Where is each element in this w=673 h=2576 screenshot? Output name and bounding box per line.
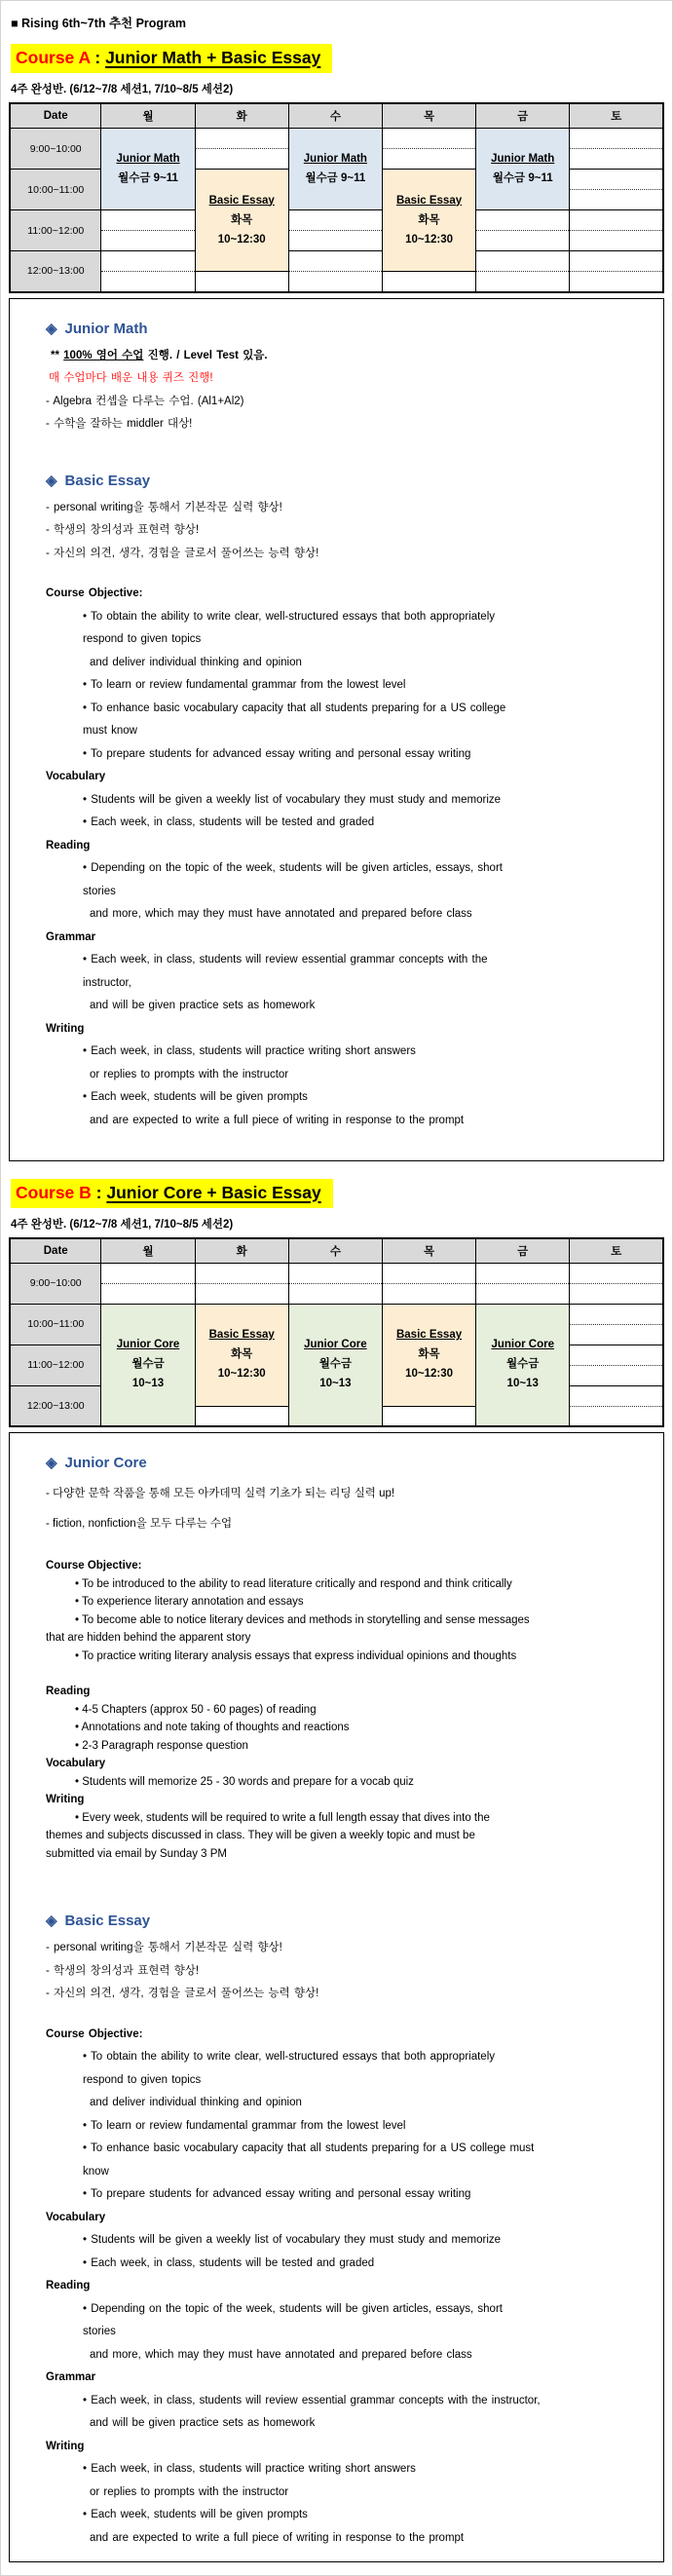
empty-slot [476,251,570,272]
empty-slot [288,210,382,231]
empty-slot [476,231,570,251]
event-days: 화목 [231,1348,253,1360]
text-line: submitted via email by Sunday 3 PM [46,1847,228,1860]
course-b-title [11,1179,333,1208]
empty-slot [570,1324,663,1345]
schedule-header-row [10,103,663,129]
text-line: - 수학을 잘하는 middler 대상! [46,418,193,430]
empty-slot [101,231,195,251]
spacer [46,1539,648,1557]
text-line: • To prepare students for advanced essay writing and personal essay writing [83,2188,471,2200]
event-title: Basic Essay [208,194,275,207]
diamond-icon: ◈ [46,472,57,489]
text-line: • Each week, in class, students will be tested and graded [83,816,375,828]
col-header-date: Date [10,1238,101,1264]
subsection-label-writing: Writing [46,1794,85,1805]
empty-slot [288,1263,382,1283]
subsection-label-objective: Course Objective: [46,2027,143,2040]
schedule-row [10,272,663,292]
course-b-colon: : [91,1182,107,1202]
section-heading-basic-essay [46,1912,648,1929]
event-days: 화목 [418,213,440,226]
text-line: • 2-3 Paragraph response question [75,1739,248,1752]
col-header-fri: 금 [476,103,570,129]
event-time: 10~13 [319,1378,352,1390]
col-header-tue: 화 [195,1238,288,1264]
spacer [46,1863,648,1912]
empty-slot [570,149,663,170]
empty-slot [288,231,382,251]
empty-slot [195,129,288,149]
schedule-row [10,1304,663,1324]
schedule-row [10,210,663,231]
text-line: and will be given practice sets as homework [90,1000,316,1011]
subsection-label-grammar: Grammar [46,2371,96,2383]
course-a-colon: : [90,48,106,67]
course-a-schedule-table [9,102,664,293]
col-header-wed: 수 [288,1238,382,1264]
event-days: 월수금 [506,1358,540,1371]
text-line: and deliver individual thinking and opinion [90,656,302,668]
event-schedule: 월수금 9~11 [305,172,366,184]
course-b-section [9,1179,664,2563]
empty-slot [570,251,663,272]
course-b-title-row [11,1179,664,1208]
event-junior-core-fri [476,1304,570,1426]
empty-slot [382,1263,475,1283]
note-prefix: ** [51,349,64,361]
schedule-row [10,1263,663,1283]
text-line: - Algebra 컨셉을 다루는 수업. (Al1+Al2) [46,395,244,407]
col-header-fri: 금 [476,1238,570,1264]
subsection-label-grammar: Grammar [46,930,96,943]
time-label-9: 9:00~10:00 [10,1263,101,1304]
text-line: • Each week, students will be given prompts [83,1091,308,1103]
event-time: 10~12:30 [217,233,266,246]
empty-slot [195,149,288,170]
empty-slot [288,272,382,292]
empty-slot [195,1406,288,1426]
schedule-row [10,231,663,251]
time-label-10: 10:00~11:00 [10,170,101,210]
col-header-sat: 토 [570,103,663,129]
empty-slot [101,272,195,292]
text-line: know [83,2165,109,2178]
heading-text: Junior Math [64,320,148,337]
text-line: • To learn or review fundamental grammar from the lowest level [83,2119,406,2132]
text-line: - 학생의 창의성과 표현력 향상! [46,1964,200,1977]
event-basic-essay-tue [195,170,288,272]
course-a-subtitle: 4주 완성반. (6/12~7/8 세션1, 7/10~8/5 세션2) [11,84,234,95]
event-title: Basic Essay [208,1329,275,1341]
heading-text: Basic Essay [64,1913,151,1929]
course-a-title-row [11,44,664,73]
event-title: Basic Essay [395,194,463,207]
text-line: • To learn or review fundamental grammar from the lowest level [83,679,406,691]
course-a-section [9,44,664,1161]
event-junior-core-wed [288,1304,382,1426]
empty-slot [570,129,663,149]
time-label-9: 9:00~10:00 [10,129,101,170]
note-rest: 진행. / Level Test 있음. [143,349,268,361]
event-time: 10~12:30 [217,1368,266,1380]
empty-slot [476,1283,570,1304]
text-line: and more, which may they must have annotated and prepared before class [90,2348,472,2361]
text-line: • Each week, in class, students will review essential grammar concepts with the instructor, [83,2394,541,2406]
text-line: - 자신의 의견, 생각, 경험을 글로서 풀어쓰는 능력 향상! [46,1988,319,1999]
time-label-11: 11:00~12:00 [10,1345,101,1385]
text-line: that are hidden behind the apparent story [46,1632,251,1644]
subsection-label-writing: Writing [46,2440,85,2452]
text-line: stories [83,885,116,897]
event-days: 월수금 [318,1358,353,1371]
event-basic-essay-thu [382,1304,475,1406]
col-header-mon: 월 [101,103,195,129]
event-junior-core-mon [101,1304,195,1426]
event-junior-math-wed [288,129,382,210]
text-line: or replies to prompts with the instructor [90,2485,289,2498]
time-label-10: 10:00~11:00 [10,1304,101,1345]
course-b-subtitle: 4주 완성반. (6/12~7/8 세션1, 7/10~8/5 세션2) [11,1218,234,1231]
col-header-thu: 목 [382,1238,475,1264]
text-line: and are expected to write a full piece of writing in response to the prompt [90,1114,465,1126]
empty-slot [570,1304,663,1324]
text-line: • Each week, students will be given prompts [83,2509,308,2520]
text-line: - personal writing을 통해서 기본작문 실력 향상! [46,501,282,513]
event-time: 10~12:30 [405,1368,453,1380]
text-line: themes and subjects discussed in class. They will be given a weekly topic and must be [46,1830,475,1841]
event-days: 화목 [418,1348,440,1360]
text-line: • To obtain the ability to write clear, well-structured essays that both appropriately [83,610,495,623]
event-title: Junior Core [116,1339,180,1351]
event-days: 월수금 [131,1358,165,1371]
col-header-sat: 토 [570,1238,663,1264]
event-days: 화목 [231,213,253,226]
text-line: • To be introduced to the ability to read literature critically and respond and think critically [75,1577,512,1590]
empty-slot [570,1345,663,1365]
empty-slot [570,1385,663,1406]
schedule-row [10,251,663,272]
schedule-header-row [10,1238,663,1264]
empty-slot [570,170,663,190]
subsection-label-reading: Reading [46,1686,91,1697]
time-label-12: 12:00~13:00 [10,1385,101,1426]
subsection-label-vocabulary: Vocabulary [46,2211,106,2223]
empty-slot [195,1283,288,1304]
text-line: • To obtain the ability to write clear, well-structured essays that both appropriately [83,2051,495,2063]
subsection-label-writing: Writing [46,1022,85,1035]
empty-slot [476,210,570,231]
empty-slot [195,272,288,292]
col-header-thu: 목 [382,103,475,129]
spacer [46,1665,648,1683]
subsection-label-objective: Course Objective: [46,1560,142,1572]
empty-slot [101,251,195,272]
empty-slot [288,251,382,272]
event-basic-essay-thu [382,170,475,272]
time-label-12: 12:00~13:00 [10,251,101,292]
text-line: instructor, [83,976,131,989]
junior-core-section [46,1454,648,1863]
col-header-date: Date [10,103,101,129]
empty-slot [101,1263,195,1283]
text-line: • 4-5 Chapters (approx 50 - 60 pages) of reading [75,1703,317,1716]
quiz-note-line: 매 수업마다 배운 내용 퀴즈 진행! [49,372,213,384]
section-heading-basic-essay [46,472,648,489]
course-a-title-text: Junior Math + Basic Essay [105,48,321,67]
event-time: 10~12:30 [405,233,453,246]
empty-slot [476,1263,570,1283]
text-line: • To prepare students for advanced essay writing and personal essay writing [83,747,471,760]
heading-text: Junior Core [64,1455,147,1471]
subsection-label-reading: Reading [46,2280,91,2292]
event-title: Junior Core [491,1339,554,1351]
text-line: stories [83,2326,116,2337]
event-junior-math-mon [101,129,195,210]
text-line: • Each week, in class, students will review essential grammar concepts with the [83,954,488,966]
event-schedule: 월수금 9~11 [492,172,553,184]
doc-header: ■ Rising 6th~7th 추천 Program [11,17,186,30]
spacer [46,436,648,472]
event-time: 10~13 [506,1378,539,1390]
empty-slot [101,1283,195,1304]
empty-slot [195,1263,288,1283]
diamond-icon: ◈ [46,320,57,337]
event-schedule: 월수금 9~11 [118,172,178,184]
empty-slot [382,272,475,292]
spacer [46,565,648,583]
col-header-tue: 화 [195,103,288,129]
course-b-schedule-table [9,1237,664,1428]
text-line: • Each week, in class, students will be tested and graded [83,2256,375,2269]
schedule-row [10,1283,663,1304]
text-line: must know [83,725,137,737]
heading-text: Basic Essay [64,472,151,489]
time-label-11: 11:00~12:00 [10,210,101,251]
text-line: • To become able to notice literary devices and methods in storytelling and sense messages [75,1613,530,1626]
event-time: 10~13 [131,1378,165,1390]
empty-slot [382,1406,475,1426]
text-line: • Depending on the topic of the week, students will be given articles, essays, short [83,2302,503,2315]
empty-slot [570,1365,663,1385]
course-b-description-box [9,1432,664,2562]
course-b-title-text: Junior Core + Basic Essay [106,1182,321,1202]
text-line: • Each week, in class, students will practice writing short answers [83,2463,416,2475]
event-title: Junior Core [304,1339,367,1351]
empty-slot [570,1283,663,1304]
empty-slot [101,210,195,231]
text-line: respond to given topics [83,2073,202,2086]
empty-slot [288,1283,382,1304]
text-line: - 학생의 창의성과 표현력 향상! [46,524,200,536]
text-line: and will be given practice sets as homework [90,2417,316,2429]
empty-slot [382,129,475,149]
text-line: • Students will be given a weekly list of vocabulary they must study and memorize [83,793,502,806]
note-underlined: 100% 영어 수업 [63,349,144,361]
course-a-description-box [9,298,664,1161]
section-heading-junior-math [46,320,648,337]
event-junior-math-fri [476,129,570,210]
empty-slot [570,190,663,210]
text-line: • To experience literary annotation and essays [75,1596,304,1608]
text-line: • Each week, in class, students will practice writing short answers [83,1045,416,1057]
empty-slot [476,272,570,292]
text-line: • Students will memorize 25 - 30 words and prepare for a vocab quiz [75,1775,414,1788]
subsection-label-objective: Course Objective: [46,587,143,599]
text-line: respond to given topics [83,633,202,645]
subsection-label-vocabulary: Vocabulary [46,771,106,782]
course-b-label: Course B [16,1182,92,1202]
schedule-row [10,129,663,149]
text-line: • Depending on the topic of the week, students will be given articles, essays, short [83,862,503,874]
event-title: Basic Essay [395,1329,463,1341]
col-header-wed: 수 [288,103,382,129]
course-a-label: Course A [16,48,91,67]
note-line [46,345,648,368]
empty-slot [382,1283,475,1304]
text-line: - 자신의 의견, 생각, 경험을 글로서 풀어쓰는 능력 향상! [46,547,319,559]
event-title: Junior Math [491,153,555,165]
text-line: • To enhance basic vocabulary capacity that all students preparing for a US college [83,701,506,714]
text-line: and more, which may they must have annotated and prepared before class [90,908,472,920]
col-header-mon: 월 [101,1238,195,1264]
subsection-label-vocabulary: Vocabulary [46,1758,106,1769]
spacer [46,2006,648,2024]
event-basic-essay-tue [195,1304,288,1406]
text-line: and are expected to write a full piece of writing in response to the prompt [90,2531,465,2544]
empty-slot [570,210,663,231]
empty-slot [570,1263,663,1283]
course-a-title [11,44,332,73]
text-line: • To practice writing literary analysis essays that express individual opinions and thoughts [75,1649,517,1662]
empty-slot [570,1406,663,1426]
text-line: or replies to prompts with the instructor [90,1068,289,1080]
text-line: - personal writing을 통해서 기본작문 실력 향상! [46,1942,282,1953]
text-line: • Students will be given a weekly list of vocabulary they must study and memorize [83,2234,502,2246]
event-title: Junior Math [116,153,180,165]
subsection-label-reading: Reading [46,839,91,852]
text-line: and deliver individual thinking and opinion [90,2097,302,2108]
text-line: • Annotations and note taking of thoughts and reactions [75,1722,350,1733]
diamond-icon: ◈ [46,1913,57,1929]
empty-slot [570,231,663,251]
event-title: Junior Math [303,153,367,165]
empty-slot [570,272,663,292]
text-line: - fiction, nonfiction을 모두 다루는 수업 [46,1518,233,1530]
text-line: • Every week, students will be required to write a full length essay that dives into the [75,1811,490,1824]
diamond-icon: ◈ [46,1455,57,1471]
text-line: • To enhance basic vocabulary capacity that all students preparing for a US college must [83,2142,535,2154]
text-line: - 다양한 문학 작품을 통해 모든 아카데믹 실력 기초가 되는 리딩 실력 up! [46,1488,395,1499]
empty-slot [382,149,475,170]
section-heading-junior-core [46,1454,648,1471]
